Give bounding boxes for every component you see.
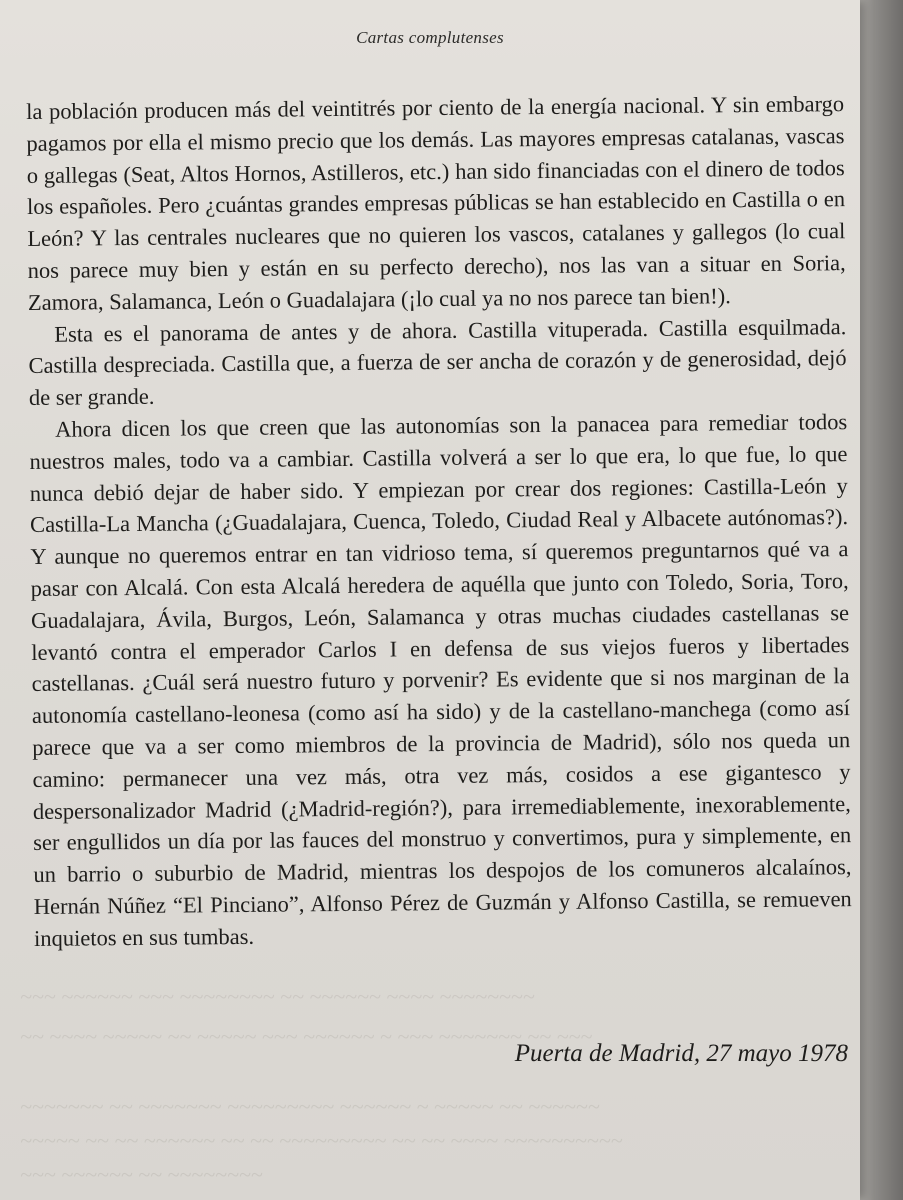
- adjacent-page-edge: [855, 0, 903, 1200]
- show-through-texture: ~~~~~~~ ~~ ~~~~~~~ ~~~~~~~~~ ~~~~~~ ~ ~~~~~ ~~ ~~~~~~: [20, 1094, 600, 1119]
- place-date-signature: Puerta de Madrid, 27 mayo 1978: [514, 1040, 848, 1067]
- paragraph-2: Esta es el panorama de antes y de ahora. Castilla vituperada. Castilla esquilmada. Castilla despreciada. Castilla que, a fuerza de ser ancha de corazón y de generosidad, dejó de ser grande.: [28, 313, 847, 411]
- show-through-texture: ~~~~~ ~~ ~~ ~~~~~~ ~~ ~~ ~~~~~~~~~ ~~ ~~ ~~~~ ~~~~~~~~~~: [20, 1128, 623, 1153]
- show-through-texture: ~~ ~~~~ ~~~~~ ~~ ~~~~~ ~~~ ~~~~~~ ~ ~~~ ~~~~~~~ ~~ ~~~: [20, 1024, 593, 1049]
- running-head: Cartas complutenses: [356, 28, 504, 47]
- paragraph-1: la población producen más del veintitrés por ciento de la energía nacional. Y sin embargo pagamos por ella el mismo precio que los demás. Las mayores empresas catalanas, vascas o gallegas (Seat, Altos Hornos, Astilleros, etc.) han sido financiadas con el dinero de todos los españoles. Pero ¿cuántas grandes empresas públicas se han establecido en Castilla o en León? Y las centrales nucleares que no quieren los vascos, catalanes y gallegos (lo cual nos parece muy bien y están en su perfecto derecho), nos las van a situar en Soria, Zamora, Salamanca, León o Guadalajara (¡lo cual ya no nos parece tan bien!).: [26, 91, 846, 315]
- show-through-texture: ~~~ ~~~~~~ ~~~ ~~~~~~~~ ~~ ~~~~~~ ~~~~ ~~~~~~~~: [20, 984, 535, 1009]
- show-through-texture: ~~~ ~~~~~~ ~~ ~~~~~~~~: [20, 1162, 263, 1187]
- paragraph-3: Ahora dicen los que creen que las autonomías son la panacea para remediar todos nuestros males, todo va a cambiar. Castilla volverá a ser lo que era, lo que fue, lo que nunca debió dejar de haber sido. Y empiezan por crear dos regiones: Castilla-León y Castilla-La Mancha (¿Guadalajara, Cuenca, Toledo, Ciudad Real y Albacete autónomas?). Y aunque no queremos entrar en tan vidrioso tema, sí queremos preguntarnos qué va a pasar con Alcalá. Con esta Alcalá heredera de aquélla que junto con Toledo, Soria, Toro, Guadalajara, Ávila, Burgos, León, Salamanca y otras muchas ciudades castellanas se levantó contra el emperador Carlos I en defensa de sus viejos fueros y libertades castellanas. ¿Cuál será nuestro futuro y porvenir? Es evidente que si nos marginan de la autonomía castellano-leonesa (como así ha sido) y de la castellano-manchega (como así parece que va a ser como miembros de la provincia de Madrid), sólo nos queda un camino: permanecer una vez más, otra vez más, cosidos a ese gigantesco y despersonalizador Madrid (¿Madrid-región?), para irremediablemente, inexorablemente, ser engullidos un día por las fauces del monstruo y convertimos, pura y simplemente, en un barrio o suburbio de Madrid, mientras los despojos de los comuneros alcalaínos, Hernán Núñez “El Pinciano”, Alfonso Pérez de Guzmán y Alfonso Castilla, se remueven inquietos en sus tumbas.: [29, 409, 852, 951]
- body-text: [26, 88, 852, 954]
